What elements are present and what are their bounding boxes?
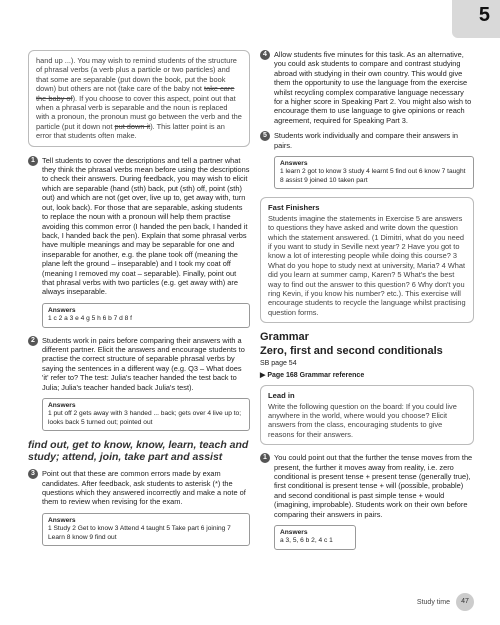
answers-box-1 xyxy=(42,303,250,328)
note-text-b: ). If you choose to cover this aspect, point out that when a phrasal verb is separable and the noun is replaced with a pronoun, the pronoun must go between the verb and the particle (put it down not xyxy=(36,93,242,131)
answers-box-2 xyxy=(42,398,250,431)
exercise-number: 3 xyxy=(28,469,38,479)
lead-in-box xyxy=(260,385,474,445)
exercise-3 xyxy=(28,469,250,507)
answers-text: 1 Study 2 Get to know 3 Attend 4 taught 5 Take part 6 joining 7 Learn 8 know 9 find out xyxy=(48,525,231,541)
lead-in-title: Lead in xyxy=(268,391,295,401)
exercise-5 xyxy=(260,131,474,150)
answers-box-3 xyxy=(42,513,250,546)
left-column xyxy=(28,50,250,554)
exercise-4 xyxy=(260,50,474,125)
grammar-reference: ▶ Page 168 Grammar reference xyxy=(260,372,365,380)
exercise-2 xyxy=(28,336,250,392)
page-number: 5 xyxy=(478,4,490,26)
exercise-1 xyxy=(28,156,250,297)
exercise-1-conditionals xyxy=(260,453,474,519)
exercise-number: 5 xyxy=(260,131,270,141)
answers-title: Answers xyxy=(48,516,76,524)
exercise-text: Students work in pairs before comparing their answers with a different partner. Elicit the answers and encourage students to practise the correct structure of separable phrasal verbs by saying the sentences in a different way (e.g. Q3 – What does 'it' refer to? The test: Julia's teacher handed the test back to Julia; Julia's teacher handed back Julia's test). xyxy=(42,335,245,392)
fast-finishers-text: Students imagine the statements in Exercise 5 are answers to questions they have asked and write down the question which the statement answered. (1 Dimitri, what do you need if you want to study in Seville next year? 2 Have you got to know a lot of interesting people while doing this course? 3 What do you hope to study next at university, Maria? 4 What did you learn at summer camp, Karen? 5 What's the best way to find out the answer to this question? 6 Why don't you ring Kevin, if you know his number? etc.). This exercise will encourage students to recycle the language whilst practising question forms. xyxy=(268,213,466,317)
answers-title: Answers xyxy=(280,529,308,537)
exercise-number: 1 xyxy=(260,453,270,463)
lead-in-text: Write the following question on the board: If you could live anywhere in the world, where would you choose? Elicit answers from the class, encouraging students to give reasons for their answers. xyxy=(268,401,457,439)
exercise-text: Allow students five minutes for this task. As an alternative, you could ask students to compare and contrast studying abroad with studying in their own country. This would give them the opportunity to use the language from the exercise whilst recycling complex comparative language necessary for a higher score in Speaking Part 2. You might also wish to encourage them to use language to give opinions or reach agreement, required for Speaking Part 3. xyxy=(274,50,472,125)
sb-page: SB page 54 xyxy=(260,360,297,368)
answers-title: Answers xyxy=(280,160,308,168)
exercise-number: 2 xyxy=(28,336,38,346)
exercise-text: You could point out that the further the tense moves from the present, the further it moves away from reality, i.e. zero conditional is present tense + present tense (generally true), first conditional is present tense + will (possible, probable) and second conditional is past simple tense + would (imagining, improbable). Students work on their own before comparing their answers in pairs. xyxy=(274,453,473,519)
page-tab xyxy=(452,0,500,38)
answers-title: Answers xyxy=(48,306,76,314)
answers-title: Answers xyxy=(48,402,76,409)
answers-text: 1 put off 2 gets away with 3 handed ... back; gets over 4 live up to; looks back 5 turned out; pointed out xyxy=(48,410,242,426)
footer-label: Study time xyxy=(416,598,450,606)
grammar-heading: Grammar xyxy=(260,331,309,344)
page-footer xyxy=(417,593,474,611)
fast-finishers-box xyxy=(260,197,474,323)
note-strike-2: put down it xyxy=(114,121,151,131)
fast-finishers-title: Fast Finishers xyxy=(268,203,320,213)
phrasal-verb-note xyxy=(28,50,250,147)
answers-text: 1 learn 2 got to know 3 study 4 learnt 5 find out 6 know 7 taught 8 assist 9 joined 10 taken part xyxy=(280,168,466,184)
note-text-a: hand up ...). You may wish to remind students of the structure of phrasal verbs (a verb plus a particle or two particles) and that some are separable (put down the book, put the book down) but others are not (take care of the baby not xyxy=(36,56,237,94)
exercise-text: Tell students to cover the descriptions and tell a partner what they think the phrasal verbs mean before using the descriptions to check their answers. During feedback, you may wish to elicit which are separable (hand (sth) back, put (sth) off, point (sth) out) and which are not (get over, live up to, get away with, turn out, look back). For those that are separable, asking students to replace the noun with a pronoun will help them practise avoiding this common error (I handed the pen back, I handed it back, I handed back the pen). Explain that some phrasal verbs have multiple meanings and may be separable for one and inseparable for another, e.g. the plane took off (meaning the plane left the ground – inseparable) and I took my coat off (meaning I removed my coat – separable). Finally, point out that phrasal verbs with two particles (e.g. get away with) are always inseparable. xyxy=(42,155,250,297)
right-column xyxy=(260,50,474,558)
section-heading: find out, get to know, know, learn, teach and study; attend, join, take part and assist xyxy=(28,439,249,464)
answers-text: 1 c 2 a 3 e 4 g 5 h 6 b 7 d 8 f xyxy=(48,315,132,323)
answers-text: a 3, 5, 6 b 2, 4 c 1 xyxy=(280,537,333,545)
note-strike: take care the baby of xyxy=(36,84,235,103)
exercise-number: 4 xyxy=(260,50,270,60)
exercise-text: Point out that these are common errors made by exam candidates. After feedback, ask students to asterisk (*) the questions which they answered incorrectly and make a note of them to review when revising for the exam. xyxy=(42,469,246,507)
answers-box-5 xyxy=(274,156,474,189)
exercise-text: Students work individually and compare their answers in pairs. xyxy=(274,131,459,150)
exercise-number: 1 xyxy=(28,156,38,166)
note-text-c: ). This latter point is an error that students often make. xyxy=(36,121,225,141)
answers-box-conditionals xyxy=(274,525,356,550)
conditionals-heading: Zero, first and second conditionals xyxy=(260,345,443,358)
footer-page-number: 47 xyxy=(456,593,474,611)
